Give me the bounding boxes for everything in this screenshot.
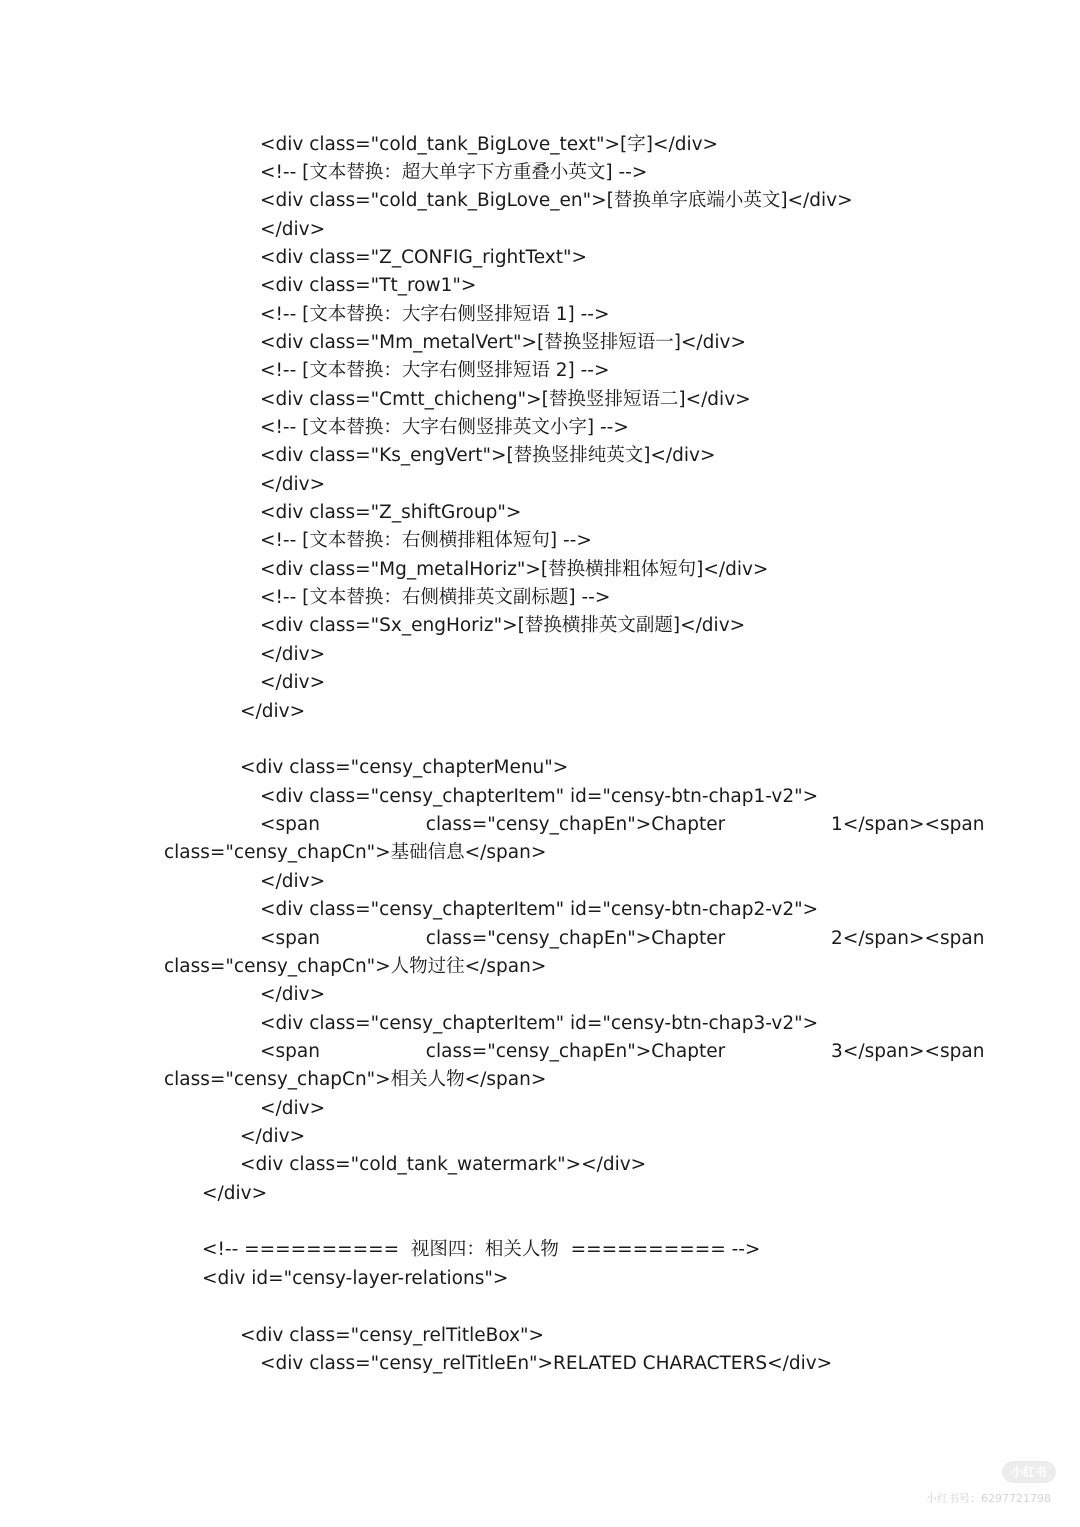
code-line: <div class="censy_relTitleBox"> <box>240 1325 545 1346</box>
code-line: </div> <box>240 1126 306 1147</box>
code-line: </div> <box>260 644 326 665</box>
code-line: class="censy_chapCn">基础信息</span> <box>164 842 547 863</box>
code-line: <div class="censy_chapterItem" id="censy-btn-chap3-v2"> <box>260 1013 819 1034</box>
code-line: </div> <box>260 219 326 240</box>
code-line: <div class="cold_tank_BigLove_text">[字]</div> <box>260 134 719 155</box>
code-line: <div id="censy-layer-relations"> <box>202 1268 509 1289</box>
code-line: <!-- [文本替换：大字右侧竖排短语 2] --> <box>260 360 610 381</box>
code-line: <!-- [文本替换：右侧横排英文副标题] --> <box>260 587 611 608</box>
code-line: <!-- [文本替换：大字右侧竖排英文小字] --> <box>260 417 629 438</box>
code-line: <div class="censy_relTitleEn">RELATED CHARACTERS</div> <box>260 1353 833 1374</box>
code-line: <!-- ========== 视图四：相关人物 ========== --> <box>202 1239 761 1260</box>
code-line: <div class="censy_chapterItem" id="censy-btn-chap2-v2"> <box>260 899 819 920</box>
code-line: </div> <box>260 871 326 892</box>
code-line: </div> <box>240 701 306 722</box>
code-line: <span class="censy_chapEn">Chapter 1</span><span <box>260 814 985 835</box>
code-line: <div class="Z_shiftGroup"> <box>260 502 522 523</box>
code-line: <div class="Mg_metalHoriz">[替换横排粗体短句]</div> <box>260 559 769 580</box>
code-line: <!-- [文本替换：大字右侧竖排短语 1] --> <box>260 304 610 325</box>
code-line: </div> <box>260 474 326 495</box>
code-line: </div> <box>202 1183 268 1204</box>
watermark-logo: 小红书 <box>1002 1461 1056 1483</box>
code-line: <!-- [文本替换：超大单字下方重叠小英文] --> <box>260 162 648 183</box>
code-line: <div class="cold_tank_BigLove_en">[替换单字底端小英文]</div> <box>260 190 853 211</box>
code-line: <div class="cold_tank_watermark"></div> <box>240 1154 647 1175</box>
code-line: </div> <box>260 984 326 1005</box>
code-line: <div class="censy_chapterItem" id="censy-btn-chap1-v2"> <box>260 786 819 807</box>
code-line: <div class="Sx_engHoriz">[替换横排英文副题]</div> <box>260 615 746 636</box>
code-line: <div class="censy_chapterMenu"> <box>240 757 569 778</box>
code-line: <div class="Cmtt_chicheng">[替换竖排短语二]</div> <box>260 389 751 410</box>
watermark-id: 小红书号：6297721798 <box>926 1492 1051 1505</box>
code-line: <span class="censy_chapEn">Chapter 3</span><span <box>260 1041 985 1062</box>
code-line: <div class="Mm_metalVert">[替换竖排短语一]</div> <box>260 332 746 353</box>
code-line: <!-- [文本替换：右侧横排粗体短句] --> <box>260 530 592 551</box>
code-line: <div class="Z_CONFIG_rightText"> <box>260 247 587 268</box>
code-line: <div class="Tt_row1"> <box>260 275 477 296</box>
code-line: class="censy_chapCn">人物过往</span> <box>164 956 547 977</box>
code-line: </div> <box>260 1098 326 1119</box>
code-line: <div class="Ks_engVert">[替换竖排纯英文]</div> <box>260 445 716 466</box>
code-line: class="censy_chapCn">相关人物</span> <box>164 1069 547 1090</box>
code-line: </div> <box>260 672 326 693</box>
code-line: <span class="censy_chapEn">Chapter 2</span><span <box>260 928 985 949</box>
